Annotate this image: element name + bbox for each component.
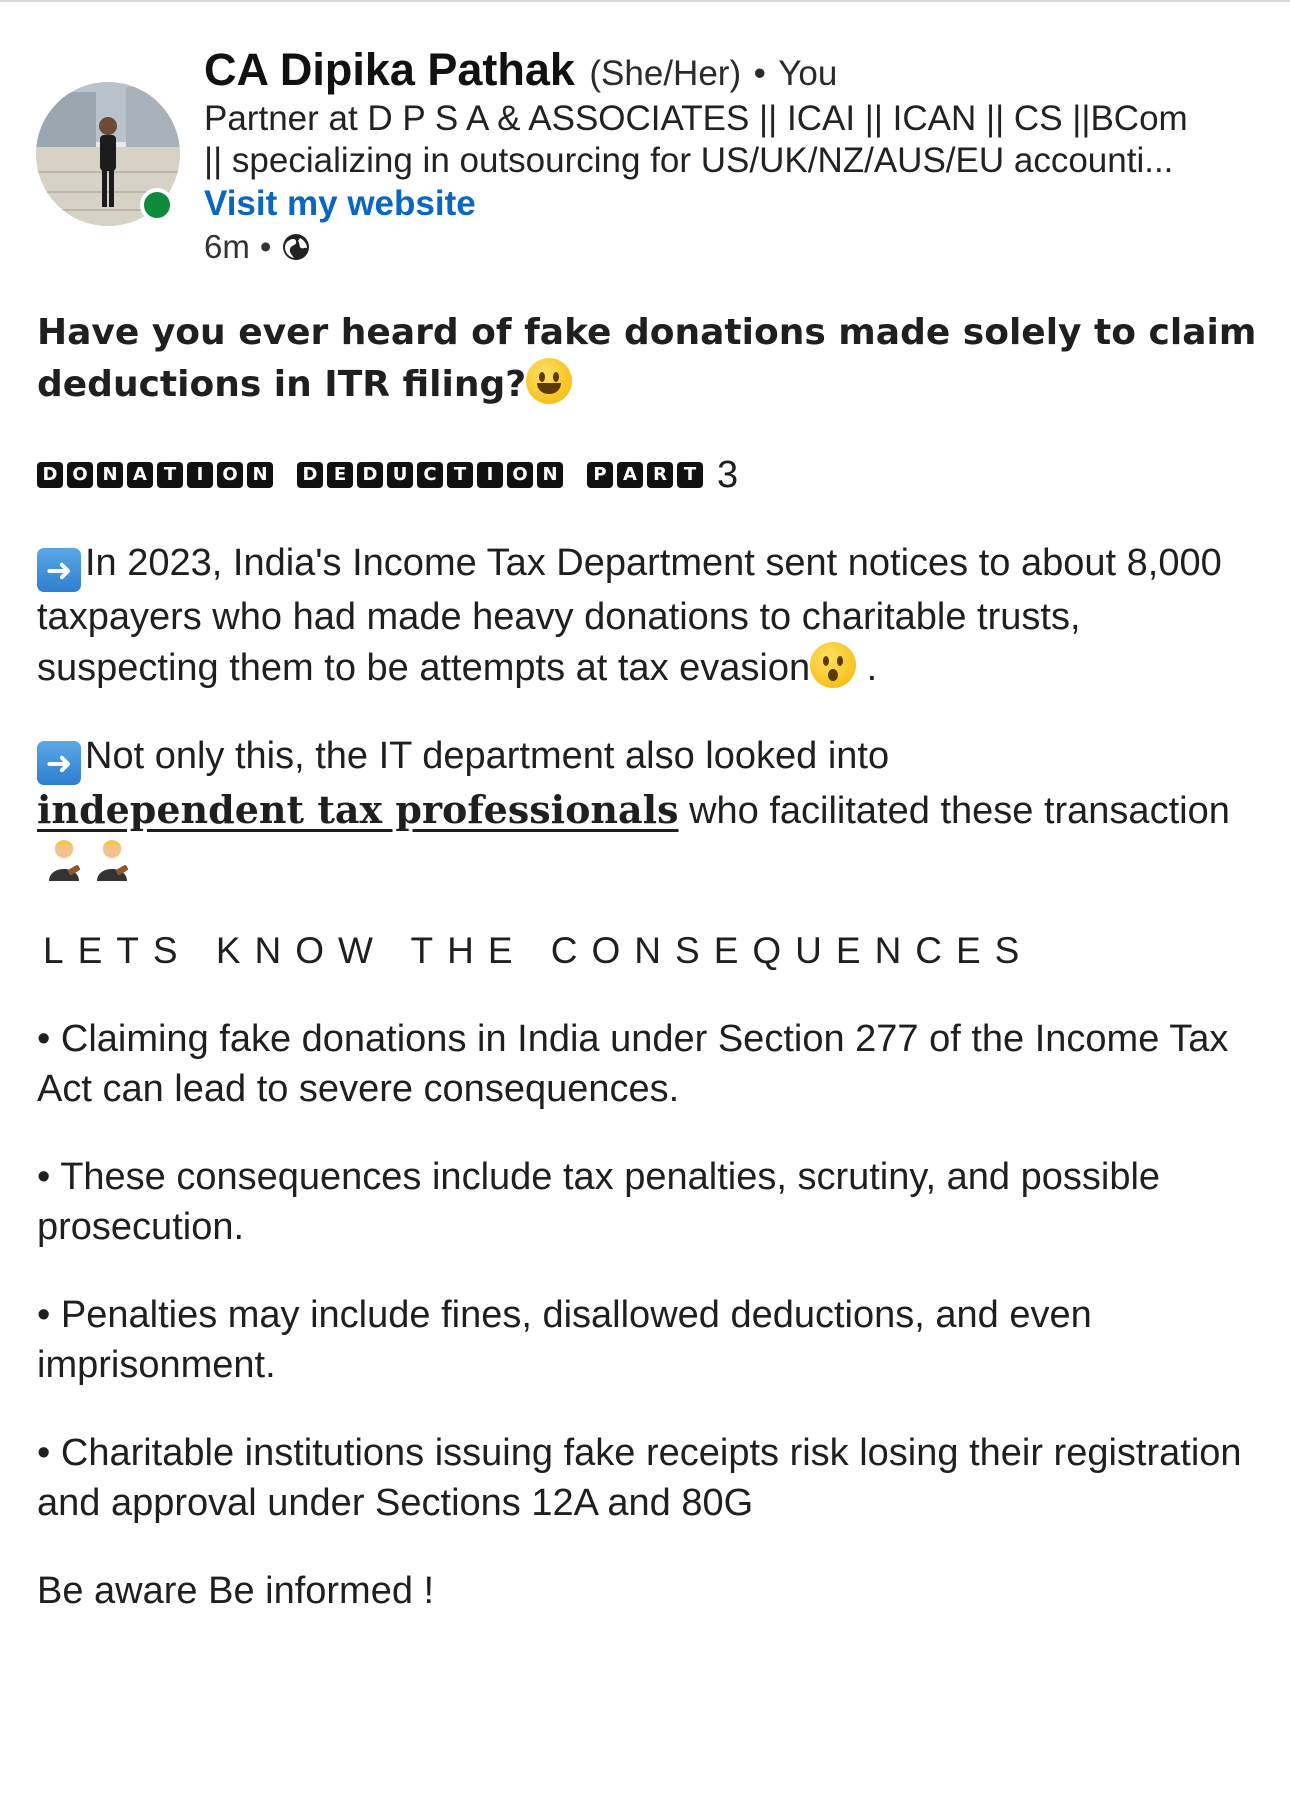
- paragraph-1-text: In 2023, India's Income Tax Department sent notices to about 8,000 taxpayers who had made heavy donations to charitable trusts, suspecting them to be attempts at tax evasion: [37, 542, 1222, 689]
- hashtag-link[interactable]: independent tax professionals: [37, 787, 679, 832]
- grinning-face-emoji: [526, 358, 572, 404]
- bullet-item: • Penalties may include fines, disallowed deductions, and even imprisonment.: [37, 1294, 1092, 1386]
- post-body: [37, 308, 1257, 1616]
- boxed-letter: P: [587, 462, 613, 488]
- boxed-letter: N: [537, 462, 563, 488]
- bullet-text: Penalties may include fines, disallowed deductions, and even imprisonment.: [37, 1294, 1092, 1386]
- author-pronouns: (She/Her): [589, 54, 742, 93]
- boxed-letter: O: [507, 462, 533, 488]
- connection-degree: You: [778, 54, 838, 93]
- boxed-letter: R: [647, 462, 673, 488]
- bullet-item: • Charitable institutions issuing fake receipts risk losing their registration and approval under Sections 12A and 80G: [37, 1432, 1242, 1524]
- separator-dot: •: [753, 54, 766, 93]
- meta-separator-dot: •: [259, 228, 272, 265]
- boxed-letter: I: [477, 462, 503, 488]
- visit-website-link[interactable]: Visit my website: [204, 184, 476, 223]
- question-text: Have you ever heard of fake donations made solely to claim deductions in ITR filing?: [37, 312, 1257, 405]
- boxed-letter: T: [447, 462, 473, 488]
- post-question: [37, 308, 1257, 410]
- top-divider: [0, 0, 1290, 2]
- paragraph-2-start: Not only this, the IT department also looked into: [85, 735, 890, 777]
- bullet-text: Charitable institutions issuing fake receipts risk losing their registration and approval under Sections 12A and 80G: [37, 1432, 1242, 1524]
- globe-icon: [281, 232, 311, 262]
- paragraph-2: [37, 731, 1257, 886]
- boxed-letter: N: [247, 462, 273, 488]
- series-number: 3: [717, 454, 739, 496]
- author-line: [204, 44, 837, 96]
- boxed-letter: O: [67, 462, 93, 488]
- post-meta: [204, 228, 311, 266]
- paragraph-1-end: .: [866, 647, 878, 689]
- bullet-text: These consequences include tax penalties, scrutiny, and possible prosecution.: [37, 1156, 1161, 1248]
- section-heading: LETS KNOW THE CONSEQUENCES: [43, 930, 1034, 971]
- boxed-letter: T: [677, 462, 703, 488]
- headline-line-1: Partner at D P S A & ASSOCIATES || ICAI || ICAN || CS ||BCom: [204, 99, 1188, 138]
- boxed-letter: C: [417, 462, 443, 488]
- online-status-indicator: [140, 188, 174, 222]
- boxed-letter: U: [387, 462, 413, 488]
- boxed-letter: A: [127, 462, 153, 488]
- boxed-letter: T: [157, 462, 183, 488]
- bullet-item: • Claiming fake donations in India under Section 277 of the Income Tax Act can lead to severe consequences.: [37, 1018, 1229, 1110]
- bullet-item: • These consequences include tax penalties, scrutiny, and possible prosecution.: [37, 1156, 1161, 1248]
- closing-line: Be aware Be informed !: [37, 1570, 435, 1612]
- author-name[interactable]: CA Dipika Pathak: [204, 44, 575, 95]
- boxed-letter: I: [187, 462, 213, 488]
- right-arrow-icon: ➜: [37, 548, 81, 592]
- boxed-letter: E: [327, 462, 353, 488]
- bullet-text: Claiming fake donations in India under Section 277 of the Income Tax Act can lead to severe consequences.: [37, 1018, 1229, 1110]
- paragraph-1: [37, 538, 1257, 693]
- headline-line-2: || specializing in outsourcing for US/UK/NZ/AUS/EU accounti...: [204, 141, 1174, 180]
- right-arrow-icon: ➜: [37, 741, 81, 785]
- paragraph-2-end: who facilitated these transaction: [689, 790, 1230, 832]
- boxed-letter: O: [217, 462, 243, 488]
- boxed-letter: D: [297, 462, 323, 488]
- author-headline: [204, 98, 1254, 182]
- boxed-letter: A: [617, 462, 643, 488]
- series-title: [37, 450, 1257, 500]
- person-judge-emoji: [43, 837, 85, 881]
- person-judge-emoji: [91, 837, 133, 881]
- boxed-letter: D: [37, 462, 63, 488]
- post-time: 6m: [204, 228, 250, 265]
- hushed-face-emoji: [810, 642, 856, 688]
- boxed-letter: N: [97, 462, 123, 488]
- boxed-letter: D: [357, 462, 383, 488]
